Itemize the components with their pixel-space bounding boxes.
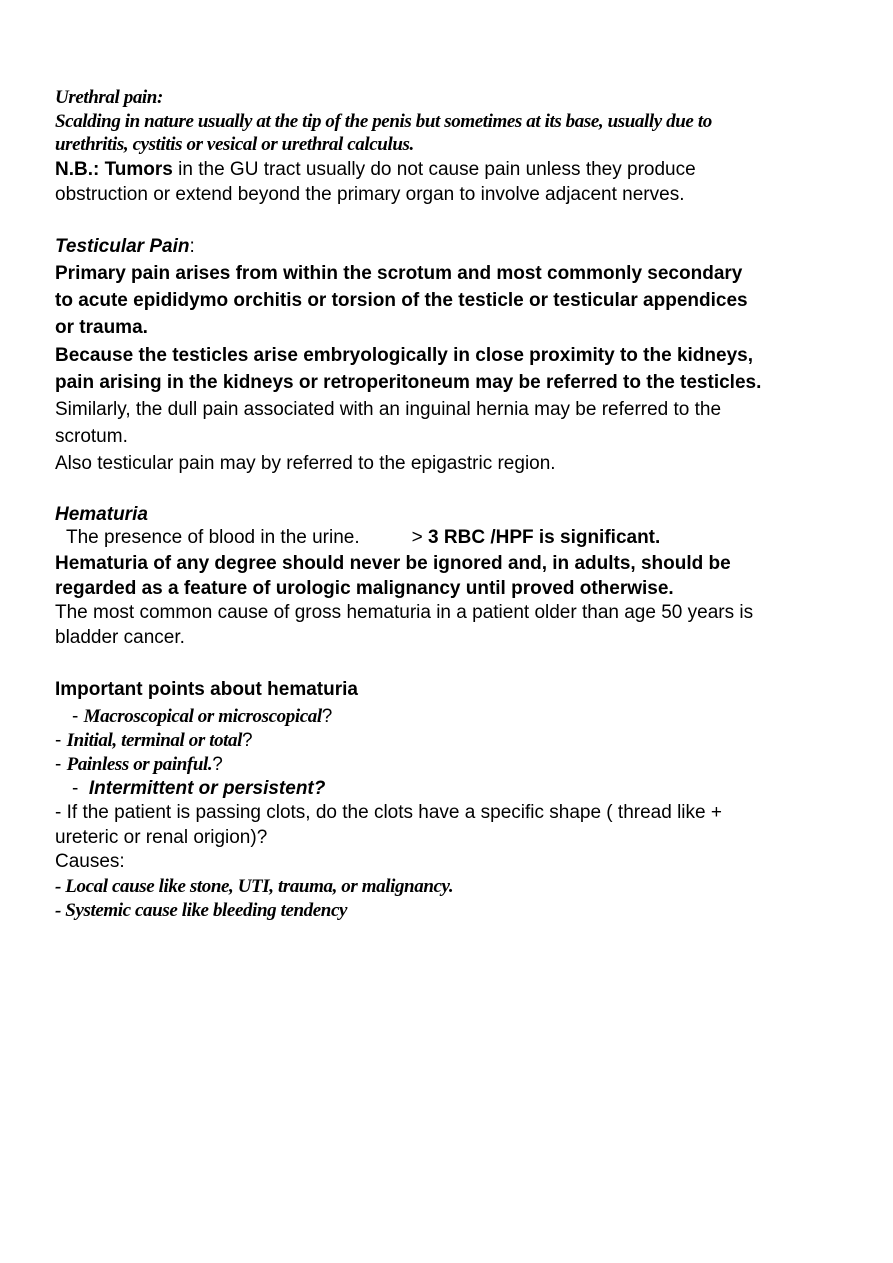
hematuria-line-4: bladder cancer. (55, 627, 185, 648)
testicular-bold-line-2: to acute epididymo orchitis or torsion of the testicle or testicular appendices (55, 290, 748, 311)
testicular-bold-line-4: Because the testicles arise embryologically in close proximity to the kidneys, (55, 345, 753, 366)
hematuria-definition (66, 524, 660, 551)
testicular-bold-line-1: Primary pain arises from within the scrotum and most commonly secondary (55, 263, 743, 284)
hematuria-bold-line-2: regarded as a feature of urologic malignancy until proved otherwise. (55, 578, 674, 599)
causes-label: Causes: (55, 851, 125, 872)
testicular-line-8: Also testicular pain may by referred to the epigastric region. (55, 453, 556, 474)
testicular-line-7: scrotum. (55, 426, 128, 447)
testicular-pain-heading (55, 233, 195, 260)
testicular-bold-line-3: or trauma. (55, 317, 148, 338)
urethral-pain-heading: Urethral pain: (55, 87, 163, 108)
point-intermittent-text: Intermittent or persistent? (88, 778, 326, 799)
cause-local: - Local cause like stone, UTI, trauma, or malignancy. (55, 876, 454, 897)
important-points-heading: Important points about hematuria (55, 679, 358, 700)
nb-note-line-1 (55, 156, 696, 183)
cause-systemic: - Systemic cause like bleeding tendency (55, 900, 348, 921)
point-clots-line-1: - If the patient is passing clots, do the clots have a specific shape ( thread like + (55, 802, 722, 823)
point-initial-text: Initial, terminal or total (66, 730, 243, 751)
point-clots-line-2: ureteric or renal origion)? (55, 827, 268, 848)
point-initial (55, 727, 253, 754)
point-question-mark: ? (321, 706, 333, 727)
testicular-line-6: Similarly, the dull pain associated with an inguinal hernia may be referred to the (55, 399, 722, 420)
hematuria-definition-text: The presence of blood in the urine. (66, 527, 360, 548)
nb-note-line-2: obstruction or extend beyond the primary organ to involve adjacent nerves. (55, 184, 685, 205)
point-painless-text: Painless or painful. (66, 754, 213, 775)
urethral-pain-line-1: Scalding in nature usually at the tip of the penis but sometimes at its base, usually due to (55, 111, 712, 132)
point-question-mark: ? (242, 730, 253, 751)
point-dash: - (55, 754, 62, 775)
point-macroscopical (72, 703, 332, 730)
hematuria-bold-line-1: Hematuria of any degree should never be ignored and, in adults, should be (55, 553, 731, 574)
point-dash: - (72, 706, 79, 727)
nb-text: in the GU tract usually do not cause pain unless they produce (172, 159, 696, 180)
point-question-mark: ? (212, 754, 223, 775)
urethral-pain-line-2: urethritis, cystitis or vesical or urethral calculus. (55, 134, 414, 155)
point-dash: - (72, 778, 79, 799)
hematuria-line-3: The most common cause of gross hematuria in a patient older than age 50 years is (55, 602, 754, 623)
testicular-heading-colon: : (189, 236, 195, 257)
point-macroscopical-text: Macroscopical or microscopical (83, 706, 322, 727)
hematuria-threshold: 3 RBC /HPF is significant. (428, 527, 661, 548)
hematuria-heading: Hematuria (55, 504, 148, 525)
testicular-heading-text: Testicular Pain (55, 236, 190, 257)
point-dash: - (55, 730, 62, 751)
hematuria-threshold-symbol: > (411, 527, 423, 548)
point-intermittent (72, 775, 325, 802)
testicular-bold-line-5: pain arising in the kidneys or retroperitoneum may be referred to the testicles. (55, 372, 762, 393)
nb-label: N.B.: Tumors (55, 159, 173, 180)
point-painless (55, 751, 223, 778)
